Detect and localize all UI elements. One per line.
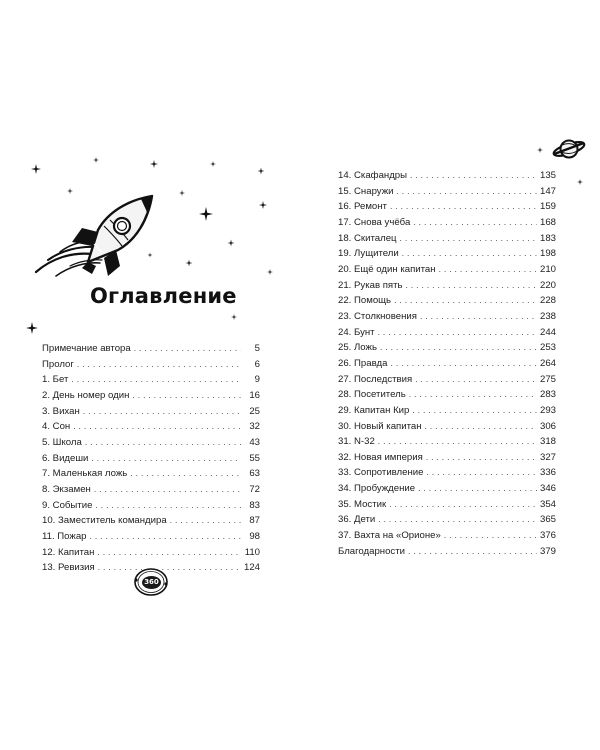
toc-entry [42, 515, 260, 531]
toc-entry [338, 389, 556, 405]
toc-entry [42, 421, 260, 437]
toc-entry [42, 390, 260, 406]
toc-entry [42, 500, 260, 516]
toc-leader-dots [415, 374, 537, 385]
toc-leader-dots [394, 295, 537, 306]
toc-leader-dots [410, 170, 537, 181]
toc-entry-title: 17. Снова учёба [338, 216, 411, 228]
toc-entry-title: 34. Пробуждение [338, 483, 416, 495]
toc-leader-dots [378, 436, 537, 447]
toc-entry-title: 26. Правда [338, 357, 388, 369]
toc-entry-title: 30. Новый капитан [338, 420, 422, 432]
toc-entry-page: 293 [539, 404, 556, 416]
toc-entry [338, 186, 556, 202]
toc-entry-title: 12. Капитан [42, 546, 95, 558]
toc-leader-dots [77, 359, 241, 370]
toc-leader-dots [90, 531, 241, 542]
toc-entry-page: 253 [539, 342, 556, 354]
toc-entry [338, 546, 556, 562]
toc-leader-dots [97, 547, 241, 558]
toc-entry-title: 8. Экзамен [42, 483, 91, 495]
toc-leader-dots [390, 201, 537, 212]
toc-entry [338, 483, 556, 499]
toc-entry [42, 453, 260, 469]
toc-entry-page: 379 [539, 545, 556, 557]
toc-entry-title: 33. Сопротивление [338, 467, 424, 479]
toc-entry [338, 311, 556, 327]
toc-leader-dots [170, 515, 241, 526]
toc-entry-title: 9. Событие [42, 499, 93, 511]
toc-entry [338, 217, 556, 233]
toc-leader-dots [391, 358, 537, 369]
toc-leader-dots [396, 186, 537, 197]
toc-entry-title: 3. Вихан [42, 405, 80, 417]
toc-entry [338, 201, 556, 217]
toc-entry-title: 2. День номер один [42, 389, 130, 401]
toc-leader-dots [402, 248, 537, 259]
toc-entry [42, 374, 260, 390]
toc-leader-dots [408, 546, 537, 557]
publisher-badge-label: 360 [142, 576, 161, 589]
toc-entry [42, 531, 260, 547]
toc-entry [338, 248, 556, 264]
toc-entry-page: 168 [539, 216, 556, 228]
toc-entry-title: 1. Бет [42, 374, 69, 386]
toc-entry-title: 16. Ремонт [338, 201, 387, 213]
toc-entry-page: 336 [539, 467, 556, 479]
toc-entry [338, 514, 556, 530]
toc-entry [338, 233, 556, 249]
toc-leader-dots [378, 327, 537, 338]
table-of-contents-right [338, 170, 556, 561]
toc-entry [42, 468, 260, 484]
toc-entry-page: 220 [539, 279, 556, 291]
toc-leader-dots [420, 311, 537, 322]
page-title: Оглавление [90, 284, 237, 308]
toc-entry-title: 6. Видеши [42, 452, 89, 464]
toc-entry-title: 24. Бунт [338, 326, 375, 338]
toc-entry-page: 16 [249, 389, 260, 401]
toc-leader-dots [85, 437, 241, 448]
toc-entry [42, 484, 260, 500]
toc-entry-title: 27. Последствия [338, 373, 413, 385]
toc-leader-dots [426, 452, 537, 463]
toc-leader-dots [418, 483, 537, 494]
toc-leader-dots [73, 421, 241, 432]
toc-entry-page: 25 [249, 405, 260, 417]
toc-leader-dots [380, 342, 537, 353]
toc-entry-page: 327 [539, 451, 556, 463]
toc-entry-page: 244 [539, 326, 556, 338]
toc-entry [338, 295, 556, 311]
toc-entry-page: 376 [539, 530, 556, 542]
toc-leader-dots [400, 233, 537, 244]
toc-leader-dots [94, 484, 241, 495]
toc-entry-title: Благодарности [338, 545, 405, 557]
toc-entry [338, 452, 556, 468]
toc-entry-page: 124 [243, 562, 260, 574]
toc-entry-page: 135 [539, 170, 556, 181]
toc-entry-page: 110 [244, 546, 260, 558]
toc-entry-page: 210 [539, 263, 556, 275]
toc-leader-dots [406, 280, 537, 291]
toc-leader-dots [413, 217, 537, 228]
toc-leader-dots [425, 421, 537, 432]
toc-entry-title: 37. Вахта на «Орионе» [338, 530, 441, 542]
toc-entry-title: 25. Ложь [338, 342, 377, 354]
toc-entry [338, 530, 556, 546]
toc-entry-title: 10. Заместитель командира [42, 515, 167, 527]
toc-entry-page: 346 [539, 483, 556, 495]
toc-entry [338, 499, 556, 515]
toc-entry [42, 343, 260, 359]
toc-entry-title: 20. Ещё один капитан [338, 263, 436, 275]
toc-entry-title: 36. Дети [338, 514, 376, 526]
toc-entry-page: 63 [249, 468, 260, 480]
toc-entry-title: 31. N-32 [338, 436, 375, 448]
toc-entry [338, 467, 556, 483]
toc-entry-page: 365 [539, 514, 556, 526]
toc-entry-title: 29. Капитан Кир [338, 404, 410, 416]
toc-leader-dots [95, 500, 241, 511]
toc-leader-dots [412, 405, 537, 416]
toc-entry-page: 228 [539, 295, 556, 307]
toc-entry-title: 7. Маленькая ложь [42, 468, 128, 480]
toc-entry [338, 405, 556, 421]
toc-leader-dots [439, 264, 537, 275]
toc-entry-title: 15. Снаружи [338, 185, 394, 197]
toc-entry-title: 22. Помощь [338, 295, 392, 307]
toc-entry-page: 147 [539, 185, 556, 197]
toc-leader-dots [130, 468, 241, 479]
toc-entry-page: 283 [539, 389, 556, 401]
toc-entry-page: 306 [539, 420, 556, 432]
toc-entry [338, 327, 556, 343]
toc-entry-page: 159 [539, 201, 556, 213]
toc-entry [338, 280, 556, 296]
toc-leader-dots [444, 530, 537, 541]
toc-entry [42, 406, 260, 422]
table-of-contents-left [42, 343, 260, 578]
toc-entry [338, 264, 556, 280]
toc-entry-title: 11. Пожар [42, 530, 87, 542]
toc-entry-title: Пролог [42, 358, 74, 370]
toc-leader-dots [132, 390, 241, 401]
toc-entry-page: 87 [249, 515, 260, 527]
toc-leader-dots [71, 374, 241, 385]
toc-entry-title: 18. Скиталец [338, 232, 397, 244]
toc-entry-page: 43 [249, 436, 260, 448]
toc-entry-page: 83 [249, 499, 260, 511]
toc-entry [338, 421, 556, 437]
toc-entry [42, 437, 260, 453]
toc-entry-page: 6 [254, 358, 260, 370]
toc-entry-page: 183 [539, 232, 556, 244]
toc-leader-dots [389, 499, 537, 510]
toc-entry [42, 547, 260, 563]
toc-entry-page: 5 [254, 343, 260, 354]
toc-entry-page: 264 [539, 357, 556, 369]
toc-entry-page: 9 [254, 374, 260, 386]
toc-entry-page: 55 [249, 452, 260, 464]
toc-entry-title: Примечание автора [42, 343, 131, 354]
toc-entry-title: 32. Новая империя [338, 451, 423, 463]
toc-leader-dots [91, 453, 241, 464]
toc-entry-title: 5. Школа [42, 436, 82, 448]
toc-entry-title: 13. Ревизия [42, 562, 95, 574]
toc-entry-page: 238 [539, 310, 556, 322]
toc-entry-title: 28. Посетитель [338, 389, 406, 401]
toc-leader-dots [409, 389, 537, 400]
toc-entry-title: 23. Столкновения [338, 310, 417, 322]
toc-entry-page: 72 [249, 483, 260, 495]
toc-leader-dots [134, 343, 241, 354]
toc-entry-title: 35. Мостик [338, 498, 387, 510]
toc-entry [338, 342, 556, 358]
toc-entry-title: 4. Сон [42, 421, 71, 433]
toc-entry [338, 374, 556, 390]
toc-entry-title: 21. Рукав пять [338, 279, 403, 291]
toc-leader-dots [426, 467, 537, 478]
toc-entry [42, 359, 260, 375]
toc-leader-dots [378, 514, 537, 525]
toc-entry-page: 98 [249, 530, 260, 542]
toc-entry [338, 358, 556, 374]
toc-entry [338, 436, 556, 452]
rocket-icon [36, 196, 152, 276]
toc-entry-page: 275 [539, 373, 556, 385]
toc-entry-page: 198 [539, 248, 556, 260]
toc-entry [338, 170, 556, 186]
toc-entry-page: 32 [249, 421, 260, 433]
toc-entry-page: 354 [539, 498, 556, 510]
toc-entry-page: 318 [539, 436, 556, 448]
toc-leader-dots [83, 406, 241, 417]
toc-entry-title: 19. Лущители [338, 248, 399, 260]
toc-entry-title: 14. Скафандры [338, 170, 408, 181]
toc-leader-dots [98, 562, 241, 573]
